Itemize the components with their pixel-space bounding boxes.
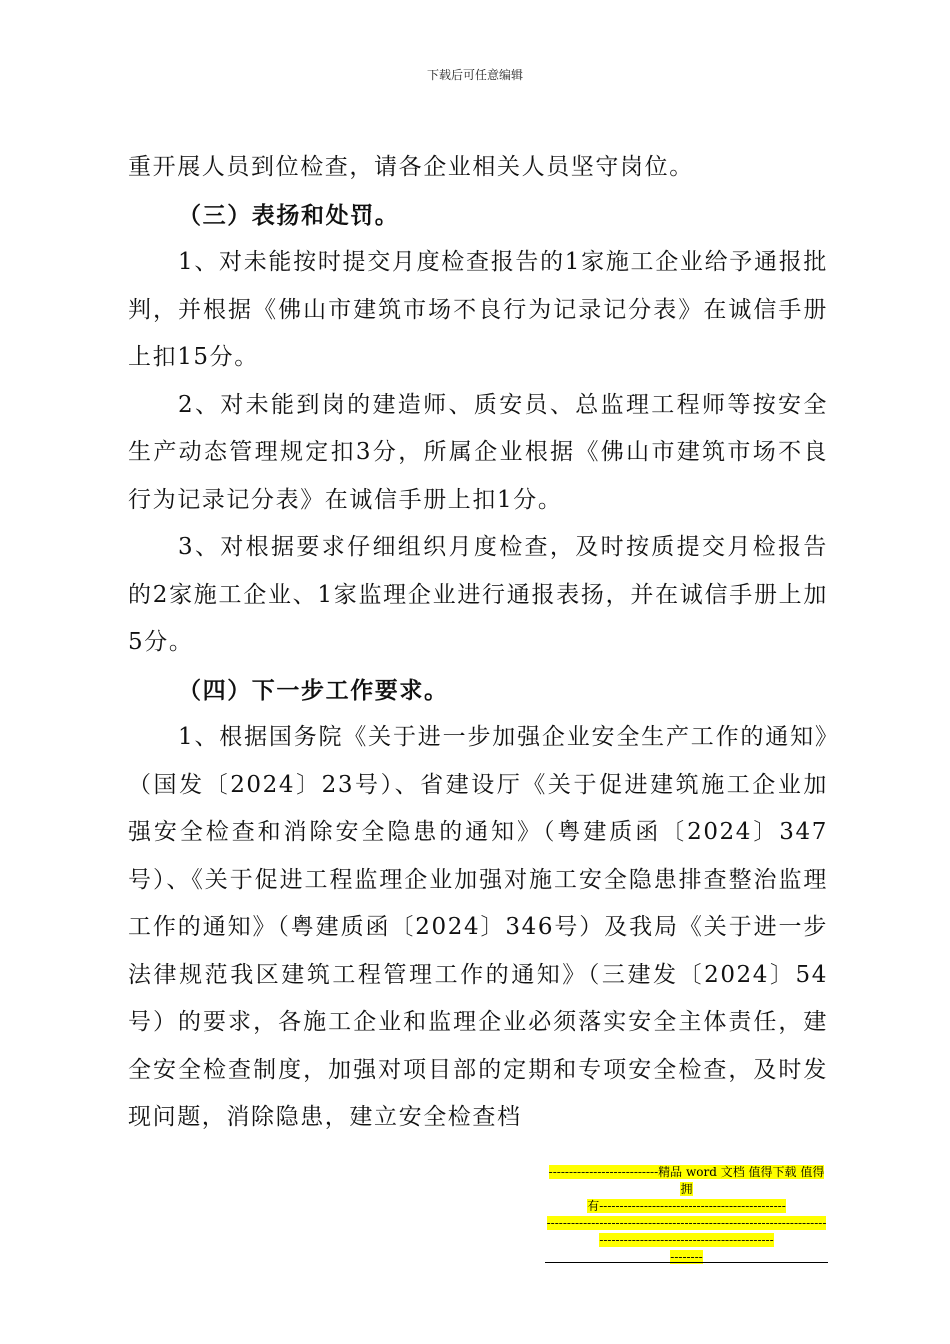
- paragraph: 重开展人员到位检查，请各企业相关人员坚守岗位。: [128, 154, 694, 180]
- paragraph: 1、根据国务院《关于进一步加强企业安全生产工作的通知》（国发〔2024〕23号）、省建设厅《关于促进建筑施工企业加强安全检查和消除安全隐患的通知》（粤建质函〔2024〕347号）、《关于促进工程监理企业加强对施工安全隐患排查整治监理工作的通知》（粤建质函〔2024〕346号）及我局《关于进一步法律规范我区建筑工程管理工作的通知》（三建发〔2024〕54号）的要求，各施工企业和监理企业必须落实安全主体责任，建全安全检查制度，加强对项目部的定期和专项安全检查，及时发现问题，消除隐患，建立安全检查档: [128, 724, 828, 1130]
- footer-line: --------: [670, 1250, 703, 1264]
- footer-line: 有----------------------------------------------: [587, 1199, 786, 1213]
- section-heading: （三）表扬和处罚。: [178, 201, 400, 229]
- paragraph: 1、对未能按时提交月度检查报告的1家施工企业给予通报批判，并根据《佛山市建筑市场不良行为记录记分表》在诚信手册上扣15分。: [128, 249, 828, 370]
- footer-line: ---------------------------精品 word 文档 值得下载 值得拥: [548, 1165, 825, 1196]
- document-body: [128, 144, 828, 1142]
- footer-line: ----------------------------------------------------------------------------------------------------------------: [546, 1216, 827, 1247]
- footer-watermark: [545, 1164, 828, 1266]
- section-heading: （四）下一步工作要求。: [178, 676, 449, 704]
- paragraph: 2、对未能到岗的建造师、质安员、总监理工程师等按安全生产动态管理规定扣3分，所属企业根据《佛山市建筑市场不良行为记录记分表》在诚信手册上扣1分。: [128, 391, 828, 513]
- footer-rule: [545, 1262, 828, 1263]
- paragraph: 3、对根据要求仔细组织月度检查，及时按质提交月检报告的2家施工企业、1家监理企业进行通报表扬，并在诚信手册上加5分。: [128, 534, 828, 655]
- page-header: 下载后可任意编辑: [426, 68, 523, 82]
